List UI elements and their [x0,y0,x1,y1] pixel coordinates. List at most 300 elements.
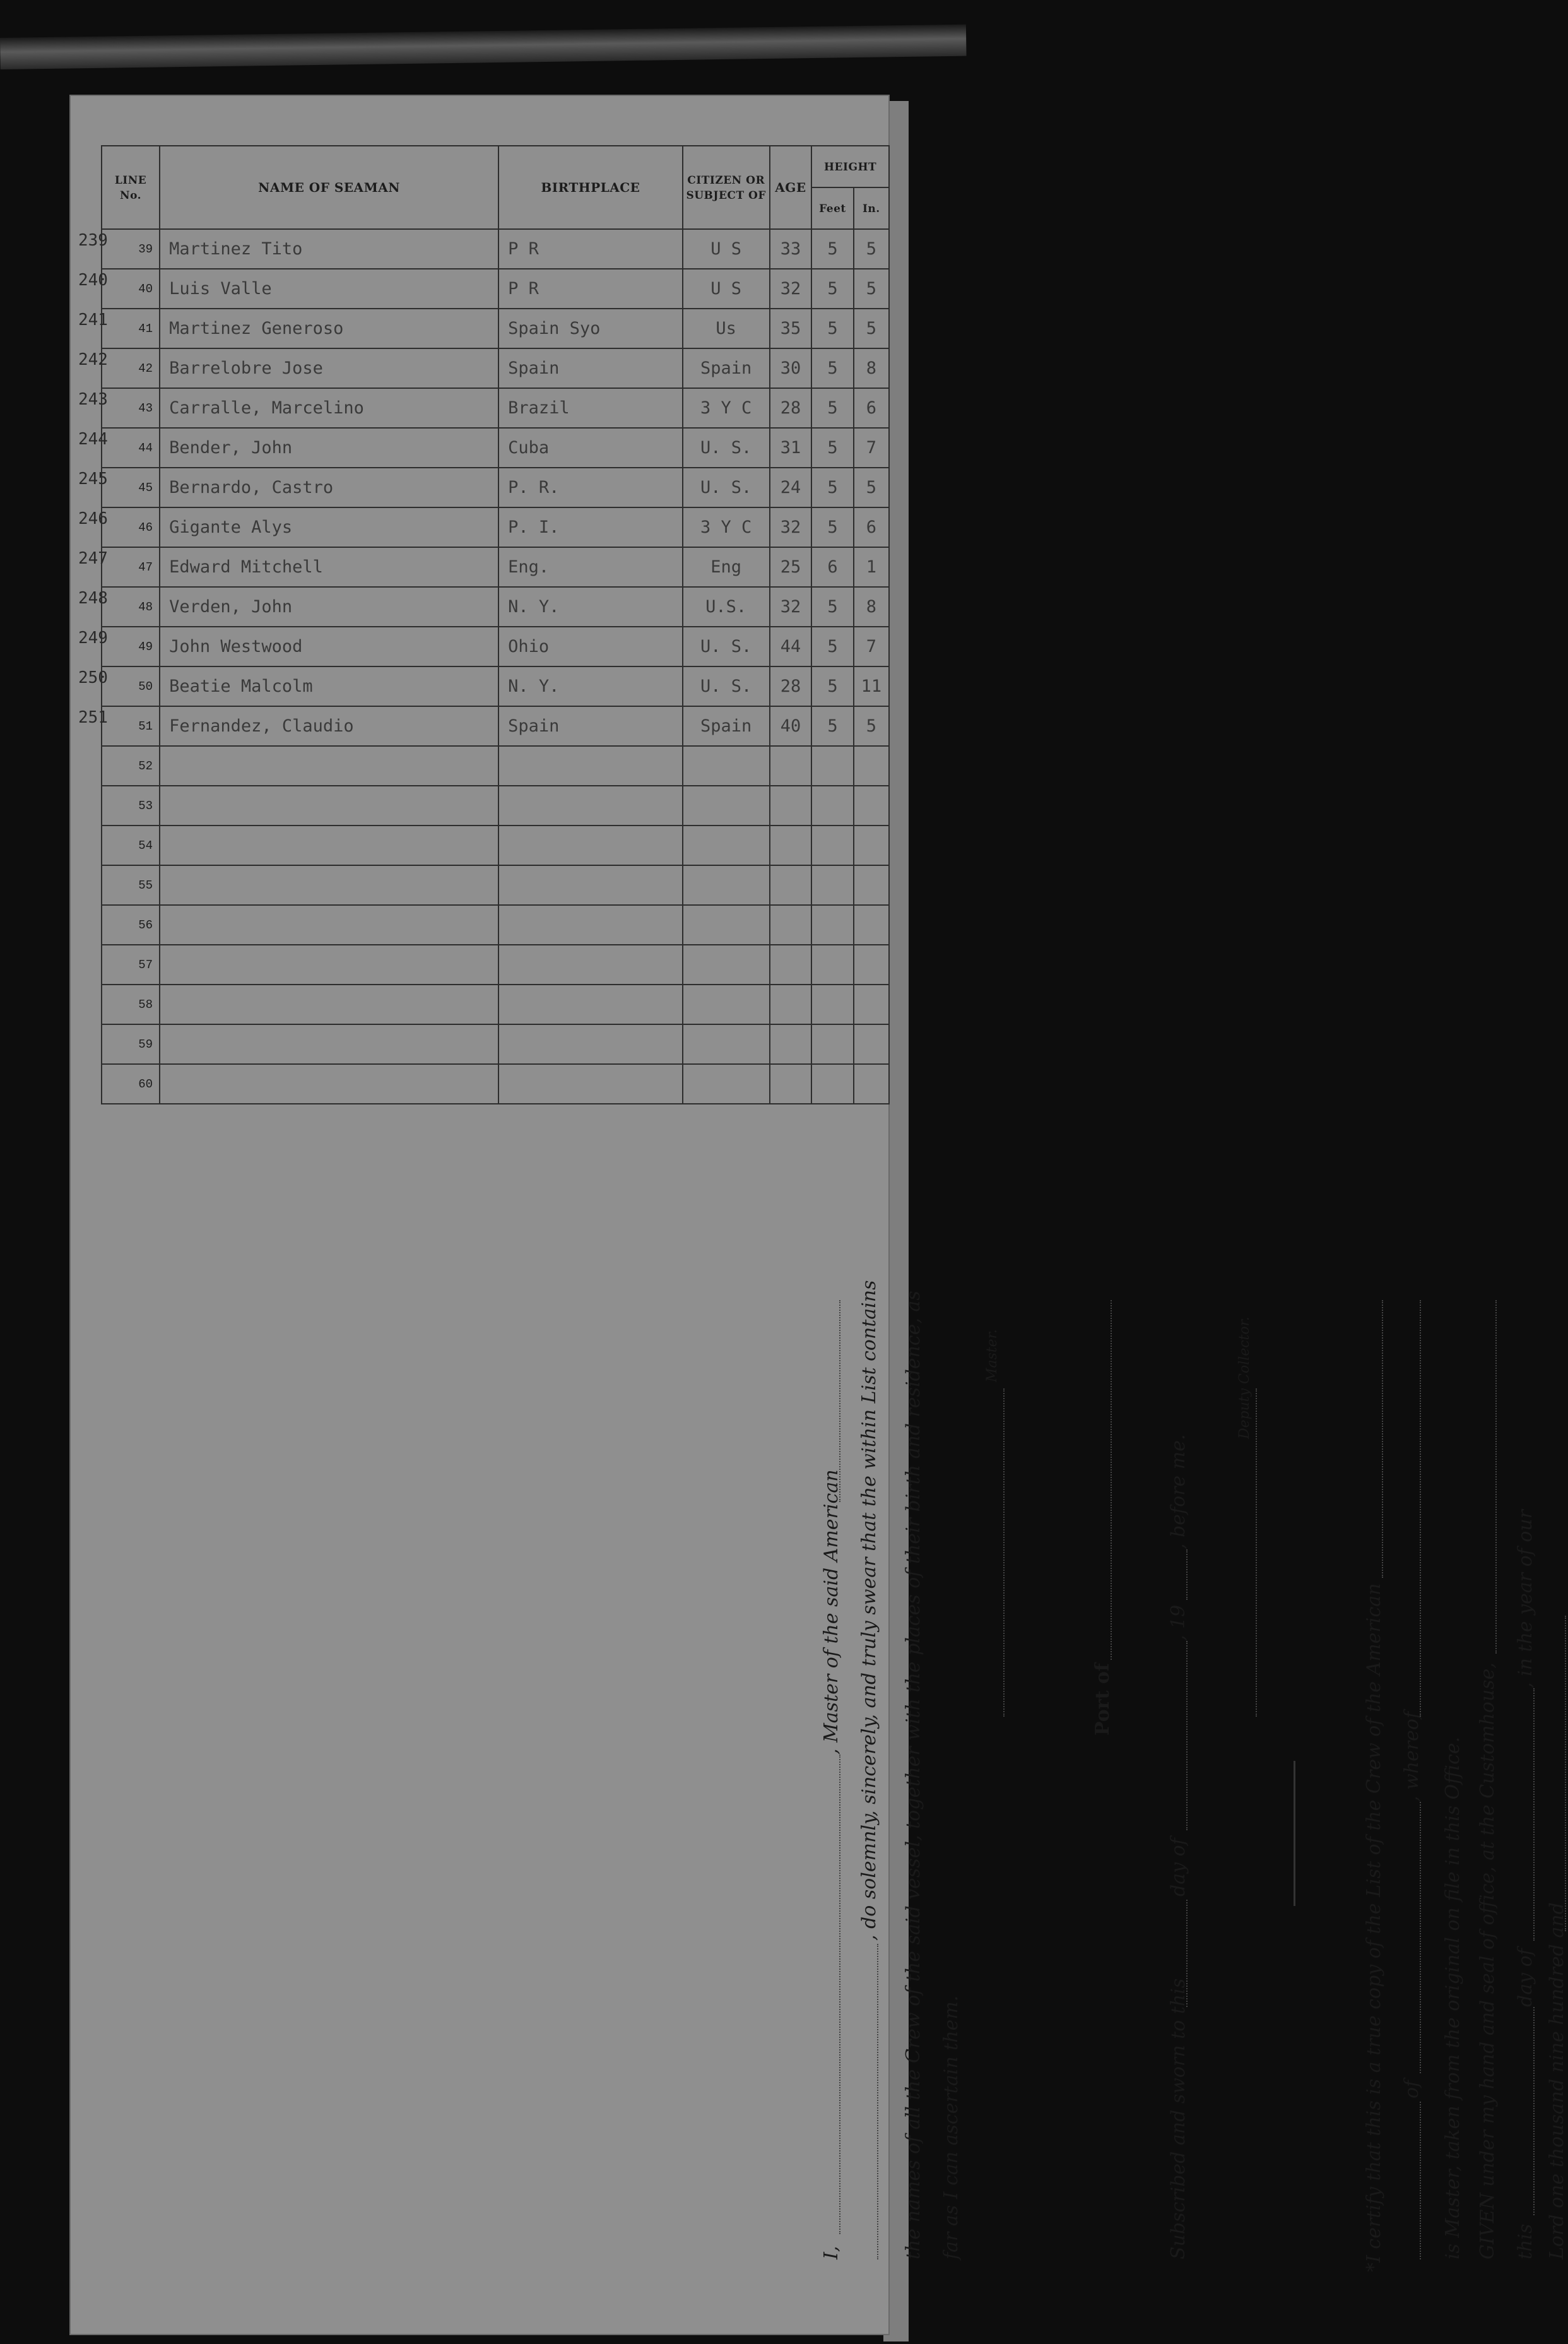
line-no-cell-text: 54 [138,838,153,853]
citizen-cell [683,826,770,865]
given-under: GIVEN under my hand and seal of office, at the Customhouse, [1477,1662,1499,2259]
inches-cell-text: 5 [866,319,876,338]
line-no-cell-text: 57 [138,957,153,972]
inches-cell-text: 5 [866,716,876,736]
inches-cell [854,269,889,309]
line-no-cell [102,945,160,985]
feet-cell [811,905,853,945]
inches-cell [854,507,889,547]
line-no-cell [102,865,160,905]
line-no-cell [78,706,160,746]
inches-cell [854,388,889,428]
citizen-cell [683,269,770,309]
seaman-name-cell [160,468,498,507]
inches-cell-text: 6 [866,398,876,418]
line-no-cell [78,428,160,468]
feet-cell [811,587,853,627]
whereof-line [1420,1300,1421,1717]
inches-cell-text: 5 [866,478,876,497]
master-name-line [839,1755,840,2234]
col-inches [854,187,889,229]
inches-cell [854,627,889,666]
feet-cell-text: 5 [827,677,838,696]
inches-cell [854,587,889,627]
feet-cell [811,666,853,706]
age-cell-text: 32 [780,279,801,299]
citizen-cell-text: Us [716,319,736,338]
feet-cell-text: 5 [827,716,838,736]
age-cell-text: 30 [780,358,801,378]
master-taken: is Master, taken from the original on file in this Office. [1442,1736,1464,2259]
age-cell-text: 40 [780,716,801,736]
line-no-cell-text: 40 [138,281,153,296]
deputy-collector: Deputy Collector. [1237,1317,1253,1439]
birthplace-cell-text: P R [508,279,539,299]
line-no-cell-text: 42 [138,361,153,376]
line-no-cell-text: 59 [138,1037,153,1051]
inches-cell [854,1064,889,1104]
inches-cell-text: 8 [866,358,876,378]
day-of: day of [1167,1838,1189,1897]
table-row [102,865,889,905]
inches-cell [854,428,889,468]
seaman-name-cell [160,1024,498,1064]
oath-block [814,1280,1568,2285]
age-cell-text: 35 [780,319,801,338]
feet-cell-text: 5 [827,319,838,338]
year-line [1186,1549,1188,1600]
feet-header: Feet [819,203,846,216]
seaman-name-cell-text: Martinez Tito [169,239,303,259]
stamped-number: 241 [78,311,108,329]
crew-table [78,145,890,1104]
seaman-name-cell [160,587,498,627]
inches-cell [854,309,889,348]
table-row [102,786,889,826]
feet-cell [811,428,853,468]
feet-cell-text: 5 [827,637,838,656]
oath-master-label: Master. [984,1329,1000,1382]
inches-cell [854,1024,889,1064]
citizen-cell-text: U. S. [700,478,752,497]
age-cell [770,1064,811,1104]
oath-i: I, [820,2246,842,2259]
feet-cell [811,1024,853,1064]
citizen-cell [683,348,770,388]
seaman-name-cell-text: John Westwood [169,637,303,656]
line-no-cell-text: 58 [138,997,153,1012]
feet-cell [811,786,853,826]
height-header: HEIGHT [824,161,877,174]
citizen-cell-text: U S [710,239,742,259]
year-19: , 19 [1167,1604,1189,1641]
citizen-cell-text: 3 Y C [700,518,752,537]
col-height [811,146,889,187]
age-header: AGE [775,179,806,195]
age-cell [770,507,811,547]
inches-cell-text: 5 [866,279,876,299]
table-row [102,627,889,666]
stamped-number: 245 [78,470,108,488]
age-cell [770,468,811,507]
birthplace-cell-text: Ohio [508,637,550,656]
age-cell [770,746,811,786]
col-line-no [102,146,160,229]
inches-cell-text: 11 [861,677,882,696]
seaman-name-cell-text: Beatie Malcolm [169,677,313,696]
age-cell [770,945,811,985]
birthplace-cell [498,348,683,388]
citizen-cell [683,627,770,666]
birthplace-cell [498,945,683,985]
stamped-number: 242 [78,350,108,369]
day-of-2: day of [1514,1948,1536,2007]
table-row [102,388,889,428]
stamped-number: 240 [78,271,108,290]
birthplace-cell [498,786,683,826]
age-cell-text: 28 [780,398,801,418]
citizen-cell [683,229,770,269]
line-no-cell-text: 48 [138,600,153,614]
line-no-cell-text: 41 [138,321,153,336]
age-cell [770,309,811,348]
inches-cell-text: 5 [866,239,876,259]
inches-header: In. [862,203,880,216]
feet-cell [811,269,853,309]
month-line [1186,1641,1188,1830]
citizen-cell-text: U S [710,279,742,299]
feet-cell-text: 6 [827,557,838,577]
line-no-cell [102,786,160,826]
feet-cell-text: 5 [827,239,838,259]
seaman-name-cell [160,945,498,985]
line-no-cell-text: 52 [138,759,153,773]
customhouse-line [1495,1300,1497,1654]
port-line [1111,1300,1112,1660]
seaman-name-cell [160,547,498,587]
line-no-cell-text: 60 [138,1077,153,1091]
line-no-cell [102,826,160,865]
seaman-name-cell [160,309,498,348]
vessel-name-line [839,1300,840,1502]
line-no-cell-text: 51 [138,719,153,733]
feet-cell-text: 5 [827,518,838,537]
oath-master-american: , Master of the said American [820,1469,842,1755]
table-row [102,348,889,388]
inches-cell-text: 1 [866,557,876,577]
table-row [102,587,889,627]
seaman-name-cell [160,905,498,945]
line-no-cell [78,468,160,507]
birthplace-cell-text: Cuba [508,438,550,458]
stamped-number: 251 [78,708,108,727]
feet-cell [811,388,853,428]
separator-rule [1294,1761,1295,1906]
line-no-cell-text: 46 [138,520,153,535]
age-cell-text: 33 [780,239,801,259]
citizen-cell-text: U. S. [700,637,752,656]
seaman-name-cell-text: Bernardo, Castro [169,478,334,497]
birthplace-cell [498,706,683,746]
citizen-cell [683,905,770,945]
feet-cell-text: 5 [827,279,838,299]
feet-cell [811,507,853,547]
oath-names: the names of all the Crew of the said vessel, together with the places of their birth and residence, as [902,1291,924,2259]
seaman-name-cell [160,627,498,666]
age-cell-text: 24 [780,478,801,497]
age-cell [770,627,811,666]
line-no-cell-text: 47 [138,560,153,574]
feet-cell [811,985,853,1024]
this-label: this [1514,2223,1536,2259]
birthplace-cell [498,865,683,905]
seaman-name-cell-text: Verden, John [169,597,293,617]
col-age [770,146,811,229]
table-row [102,1064,889,1104]
lord-line [1565,1616,1566,1931]
birthplace-cell-text: Spain [508,358,560,378]
table-row [102,666,889,706]
seaman-name-cell [160,507,498,547]
line-no-cell [78,666,160,706]
seaman-name-cell [160,269,498,309]
feet-cell [811,1064,853,1104]
birthplace-cell [498,1024,683,1064]
birthplace-cell [498,229,683,269]
inches-cell [854,865,889,905]
line-no-cell [102,905,160,945]
feet-cell [811,348,853,388]
table-row [102,229,889,269]
citizen-cell [683,468,770,507]
line-no-cell-text: 55 [138,878,153,892]
citizen-header: CITIZEN OR SUBJECT OF [686,174,766,202]
age-cell-text: 25 [780,557,801,577]
feet-cell-text: 5 [827,438,838,458]
month-line-2 [1533,1688,1535,1941]
seaman-name-cell-text: Fernandez, Claudio [169,716,354,736]
age-cell [770,348,811,388]
table-row [102,269,889,309]
age-cell-text: 44 [780,637,801,656]
birthplace-cell [498,468,683,507]
line-no-cell-text: 45 [138,480,153,495]
line-no-cell [78,269,160,309]
inches-cell-text: 7 [866,637,876,656]
seaman-name-cell [160,706,498,746]
birthplace-cell-text: Brazil [508,398,570,418]
age-cell-text: 32 [780,597,801,617]
age-cell-text: 32 [780,518,801,537]
age-cell [770,587,811,627]
deputy-signature-line [1256,1388,1257,1717]
col-name [160,146,498,229]
table-row [102,985,889,1024]
birthplace-cell [498,309,683,348]
citizen-cell [683,1064,770,1104]
age-cell [770,547,811,587]
line-no-cell-text: 39 [138,242,153,256]
line-no-cell-text: 43 [138,401,153,415]
line-no-cell-text: 49 [138,639,153,654]
feet-cell [811,229,853,269]
feet-cell-text: 5 [827,597,838,617]
line-no-cell [102,1024,160,1064]
age-cell-text: 31 [780,438,801,458]
seaman-name-cell [160,388,498,428]
inches-cell [854,666,889,706]
citizen-cell [683,786,770,826]
crew-list-page [69,95,1568,2335]
seaman-name-cell-text: Luis Valle [169,279,272,299]
age-cell [770,706,811,746]
inches-cell [854,348,889,388]
line-no-cell [78,587,160,627]
feet-cell [811,547,853,587]
line-no-cell [102,1064,160,1104]
birthplace-cell [498,826,683,865]
table-row [102,826,889,865]
age-cell-text: 28 [780,677,801,696]
line-no-cell [78,507,160,547]
inches-cell-text: 8 [866,597,876,617]
certify-text: *I certify that this is a true copy of the List of the Crew of the American [1363,1583,1385,2272]
seaman-name-cell [160,786,498,826]
this-day-line [1533,2007,1535,2215]
line-no-cell-text: 44 [138,441,153,455]
seaman-name-cell [160,826,498,865]
birthplace-cell-text: P. R. [508,478,560,497]
birthplace-cell-text: Eng. [508,557,550,577]
subscribed-text: Subscribed and sworn to this [1167,1978,1189,2259]
seaman-name-cell-text: Barrelobre Jose [169,358,323,378]
inches-cell [854,547,889,587]
citizen-cell-text: Spain [700,358,752,378]
before-me: , before me. [1167,1434,1189,1549]
scanner-edge [0,25,967,69]
line-no-cell-text: 56 [138,918,153,932]
seaman-name-cell [160,985,498,1024]
seaman-name-cell [160,1064,498,1104]
birthplace-cell [498,269,683,309]
birthplace-cell-text: N. Y. [508,597,560,617]
citizen-cell-text: Spain [700,716,752,736]
seaman-name-cell [160,666,498,706]
birthplace-cell [498,388,683,428]
citizen-cell [683,1024,770,1064]
birthplace-cell-text: Spain Syo [508,319,601,338]
citizen-cell-text: U.S. [705,597,747,617]
inches-cell [854,905,889,945]
inches-cell [854,468,889,507]
feet-cell-text: 5 [827,478,838,497]
table-row [102,905,889,945]
line-no-cell [78,388,160,428]
feet-cell [811,945,853,985]
col-feet [811,187,853,229]
stamped-number: 239 [78,231,108,250]
whereof: , whereof [1401,1711,1423,1802]
table-row [102,547,889,587]
age-cell [770,229,811,269]
feet-cell [811,468,853,507]
seaman-name-cell-text: Bender, John [169,438,293,458]
oath-solemnly: , do solemnly, sincerely, and truly swear that the within List contains [858,1280,880,1941]
seaman-name-cell [160,229,498,269]
line-no-cell [102,985,160,1024]
table-row [102,746,889,786]
birthplace-cell [498,587,683,627]
inches-cell-text: 7 [866,438,876,458]
feet-cell [811,865,853,905]
table-row [102,706,889,746]
inches-cell [854,706,889,746]
citizen-cell [683,865,770,905]
stamped-number: 250 [78,668,108,687]
line-no-cell [78,229,160,269]
inches-cell [854,945,889,985]
seaman-name-cell-text: Carralle, Marcelino [169,398,364,418]
stamped-number: 249 [78,629,108,648]
seaman-name-cell [160,348,498,388]
age-cell [770,428,811,468]
of-line [1420,1802,1421,2073]
age-cell [770,985,811,1024]
birthplace-cell [498,746,683,786]
citizen-cell [683,985,770,1024]
birthplace-cell [498,666,683,706]
line-no-cell [102,746,160,786]
inches-cell [854,229,889,269]
age-cell [770,269,811,309]
citizen-cell [683,666,770,706]
table-row [102,945,889,985]
citizen-cell [683,309,770,348]
citizen-cell [683,706,770,746]
birthplace-cell [498,507,683,547]
line-no-header: LINE No. [114,174,147,202]
vessel-copy-line [1382,1300,1383,1578]
feet-cell-text: 5 [827,358,838,378]
inches-cell [854,826,889,865]
age-cell [770,826,811,865]
birthplace-cell-text: N. Y. [508,677,560,696]
name-header: NAME OF SEAMAN [258,179,401,195]
birthplace-cell [498,428,683,468]
oath-ascertain: far as I can ascertain them. [940,1995,962,2259]
stamped-number: 246 [78,509,108,528]
lord-text: Lord one thousand nine hundred and [1546,1902,1568,2259]
birthplace-cell [498,1064,683,1104]
citizen-cell [683,547,770,587]
seaman-name-cell-text: Martinez Generoso [169,319,344,338]
vessel-line-2 [877,1944,878,2259]
age-cell [770,865,811,905]
inches-cell [854,746,889,786]
day-line [1186,1900,1188,2007]
citizen-cell [683,388,770,428]
citizen-cell-text: U. S. [700,438,752,458]
age-cell [770,388,811,428]
in-the-year: , in the year of our [1514,1509,1536,1688]
seaman-name-cell-text: Gigante Alys [169,518,293,537]
seaman-name-cell [160,428,498,468]
port-of: Port of [1092,1663,1114,1736]
stamped-number: 247 [78,549,108,568]
seaman-name-cell [160,865,498,905]
birthplace-header: BIRTHPLACE [541,179,640,195]
feet-cell [811,746,853,786]
